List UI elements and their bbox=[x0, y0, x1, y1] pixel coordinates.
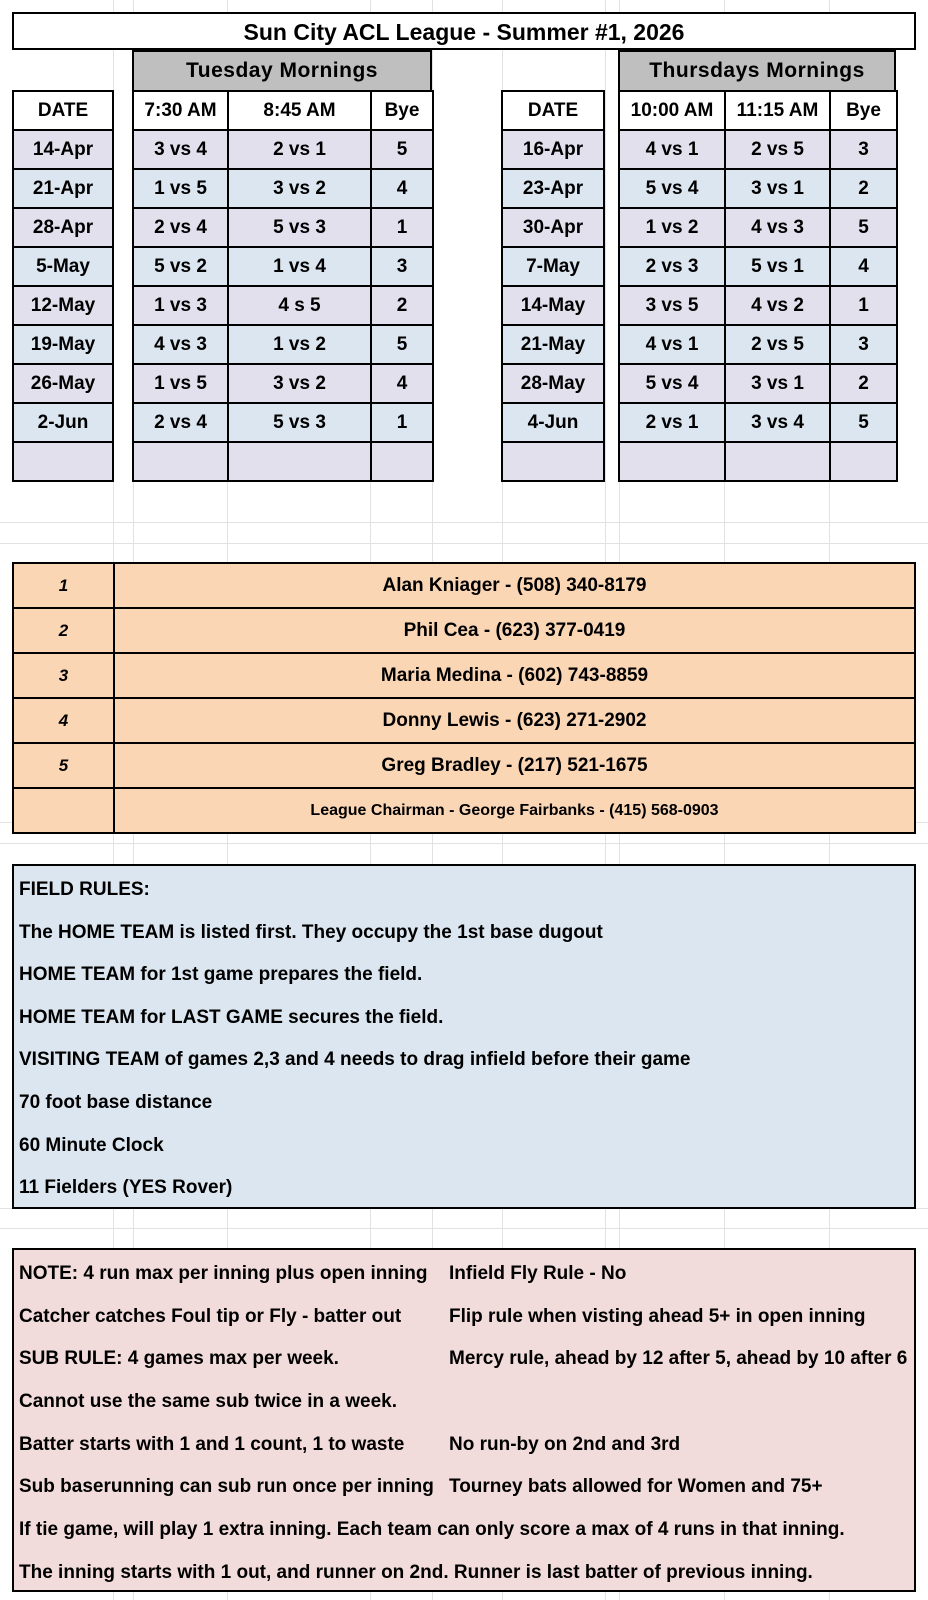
date-header: DATE bbox=[13, 91, 113, 130]
field-rule: VISITING TEAM of games 2,3 and 4 needs to drag infield before their game bbox=[19, 1049, 691, 1071]
team-number: 1 bbox=[13, 563, 114, 608]
game-cell: 3 vs 5 bbox=[619, 286, 725, 325]
contact-text: Donny Lewis - (623) 271-2902 bbox=[114, 698, 915, 743]
game-cell: 2 vs 1 bbox=[619, 403, 725, 442]
field-rule: HOME TEAM for LAST GAME secures the field. bbox=[19, 1006, 444, 1028]
team-number: 4 bbox=[13, 698, 114, 743]
date-cell: 2-Jun bbox=[13, 403, 113, 442]
bye-header: Bye bbox=[830, 91, 897, 130]
game-cell: 2 vs 4 bbox=[133, 403, 228, 442]
chairman-text: League Chairman - George Fairbanks - (415) 568-0903 bbox=[114, 788, 915, 833]
game-cell: 4 vs 3 bbox=[133, 325, 228, 364]
note-line bbox=[19, 1425, 914, 1468]
team-number bbox=[13, 788, 114, 833]
bye-cell: 2 bbox=[830, 169, 897, 208]
bye-cell: 4 bbox=[830, 247, 897, 286]
field-rule: The HOME TEAM is listed first. They occupy the 1st base dugout bbox=[19, 921, 603, 943]
note-right: Infield Fly Rule - No bbox=[449, 1263, 627, 1284]
game-cell: 4 vs 1 bbox=[619, 130, 725, 169]
note-left: SUB RULE: 4 games max per week. bbox=[19, 1348, 339, 1370]
contact-row bbox=[13, 698, 915, 743]
date-cell: 16-Apr bbox=[502, 130, 604, 169]
game-cell bbox=[133, 442, 228, 481]
game-cell bbox=[725, 442, 830, 481]
contact-row bbox=[13, 788, 915, 833]
contact-text: Alan Kniager - (508) 340-8179 bbox=[114, 563, 915, 608]
date-cell bbox=[13, 442, 113, 481]
game-cell: 1 vs 5 bbox=[133, 364, 228, 403]
field-rules-heading: FIELD RULES: bbox=[19, 879, 150, 900]
field-rule: 11 Fielders (YES Rover) bbox=[19, 1177, 233, 1199]
contact-text: Maria Medina - (602) 743-8859 bbox=[114, 653, 915, 698]
game-cell: 5 vs 3 bbox=[228, 208, 371, 247]
game-cell: 3 vs 2 bbox=[228, 364, 371, 403]
date-cell: 14-Apr bbox=[13, 130, 113, 169]
note-right: Mercy rule, ahead by 12 after 5, ahead by 10 after 6 bbox=[449, 1348, 908, 1370]
bye-cell: 2 bbox=[830, 364, 897, 403]
thursday-games-table bbox=[618, 90, 898, 482]
slot-header: 7:30 AM bbox=[133, 91, 228, 130]
slot-header: 11:15 AM bbox=[725, 91, 830, 130]
contact-row bbox=[13, 608, 915, 653]
bye-cell: 5 bbox=[371, 130, 433, 169]
note-right: Flip rule when visting ahead 5+ in open inning bbox=[449, 1305, 866, 1327]
date-cell: 7-May bbox=[502, 247, 604, 286]
note-line bbox=[19, 1339, 914, 1382]
thursday-heading: Thursdays Mornings bbox=[618, 50, 896, 90]
game-cell: 2 vs 4 bbox=[133, 208, 228, 247]
game-cell: 1 vs 3 bbox=[133, 286, 228, 325]
game-cell: 2 vs 3 bbox=[619, 247, 725, 286]
game-cell: 4 vs 2 bbox=[725, 286, 830, 325]
field-rule: 70 foot base distance bbox=[19, 1091, 213, 1113]
note-line bbox=[19, 1297, 914, 1340]
team-contacts-table bbox=[12, 562, 916, 834]
contact-row bbox=[13, 653, 915, 698]
game-cell: 3 vs 2 bbox=[228, 169, 371, 208]
bye-cell: 5 bbox=[830, 208, 897, 247]
game-cell: 3 vs 4 bbox=[133, 130, 228, 169]
tuesday-date-table bbox=[12, 90, 114, 482]
date-cell: 4-Jun bbox=[502, 403, 604, 442]
game-cell: 2 vs 5 bbox=[725, 325, 830, 364]
note-line bbox=[19, 1510, 914, 1553]
date-cell: 5-May bbox=[13, 247, 113, 286]
field-rules-panel bbox=[12, 864, 916, 1209]
date-cell: 21-Apr bbox=[13, 169, 113, 208]
note-line bbox=[19, 1467, 914, 1510]
date-cell: 28-Apr bbox=[13, 208, 113, 247]
field-rule: 60 Minute Clock bbox=[19, 1134, 164, 1156]
bye-cell bbox=[830, 442, 897, 481]
note-left: The inning starts with 1 out, and runner on 2nd. Runner is last batter of previous inning. bbox=[19, 1561, 813, 1583]
game-cell: 3 vs 1 bbox=[725, 364, 830, 403]
game-cell: 5 vs 3 bbox=[228, 403, 371, 442]
game-cell: 1 vs 4 bbox=[228, 247, 371, 286]
date-cell: 26-May bbox=[13, 364, 113, 403]
page-title: Sun City ACL League - Summer #1, 2026 bbox=[12, 12, 916, 50]
tuesday-heading: Tuesday Mornings bbox=[132, 50, 432, 90]
game-cell: 4 s 5 bbox=[228, 286, 371, 325]
bye-header: Bye bbox=[371, 91, 433, 130]
game-cell: 2 vs 1 bbox=[228, 130, 371, 169]
note-right: Tourney bats allowed for Women and 75+ bbox=[449, 1476, 823, 1498]
bye-cell: 5 bbox=[371, 325, 433, 364]
tuesday-games-table bbox=[132, 90, 434, 482]
team-number: 2 bbox=[13, 608, 114, 653]
date-cell bbox=[502, 442, 604, 481]
note-left: Sub baserunning can sub run once per inning bbox=[19, 1476, 434, 1498]
game-cell: 5 vs 4 bbox=[619, 169, 725, 208]
bye-cell: 2 bbox=[371, 286, 433, 325]
contact-row bbox=[13, 743, 915, 788]
game-cell: 4 vs 1 bbox=[619, 325, 725, 364]
date-cell: 23-Apr bbox=[502, 169, 604, 208]
contact-row bbox=[13, 563, 915, 608]
bye-cell: 4 bbox=[371, 364, 433, 403]
bye-cell: 3 bbox=[371, 247, 433, 286]
game-cell: 1 vs 2 bbox=[228, 325, 371, 364]
bye-cell: 1 bbox=[830, 286, 897, 325]
game-cell: 1 vs 2 bbox=[619, 208, 725, 247]
game-cell: 5 vs 1 bbox=[725, 247, 830, 286]
game-cell: 5 vs 4 bbox=[619, 364, 725, 403]
bye-cell: 1 bbox=[371, 403, 433, 442]
slot-header: 8:45 AM bbox=[228, 91, 371, 130]
date-cell: 19-May bbox=[13, 325, 113, 364]
note-line bbox=[19, 1553, 914, 1596]
bye-cell: 4 bbox=[371, 169, 433, 208]
date-cell: 30-Apr bbox=[502, 208, 604, 247]
date-cell: 21-May bbox=[502, 325, 604, 364]
team-number: 5 bbox=[13, 743, 114, 788]
contact-text: Phil Cea - (623) 377-0419 bbox=[114, 608, 915, 653]
game-cell: 3 vs 4 bbox=[725, 403, 830, 442]
game-cell: 4 vs 3 bbox=[725, 208, 830, 247]
game-cell: 1 vs 5 bbox=[133, 169, 228, 208]
date-cell: 12-May bbox=[13, 286, 113, 325]
bye-cell: 1 bbox=[371, 208, 433, 247]
note-left: If tie game, will play 1 extra inning. Each team can only score a max of 4 runs in that inning. bbox=[19, 1519, 845, 1541]
note-line bbox=[19, 1254, 914, 1297]
date-header: DATE bbox=[502, 91, 604, 130]
field-rule: HOME TEAM for 1st game prepares the field. bbox=[19, 964, 423, 986]
team-number: 3 bbox=[13, 653, 114, 698]
game-cell: 5 vs 2 bbox=[133, 247, 228, 286]
contact-text: Greg Bradley - (217) 521-1675 bbox=[114, 743, 915, 788]
game-cell: 2 vs 5 bbox=[725, 130, 830, 169]
note-line bbox=[19, 1382, 914, 1425]
game-cell bbox=[228, 442, 371, 481]
slot-header: 10:00 AM bbox=[619, 91, 725, 130]
note-left: NOTE: 4 run max per inning plus open inning bbox=[19, 1263, 428, 1284]
date-cell: 14-May bbox=[502, 286, 604, 325]
game-cell: 3 vs 1 bbox=[725, 169, 830, 208]
bye-cell: 5 bbox=[830, 403, 897, 442]
note-left: Catcher catches Foul tip or Fly - batter out bbox=[19, 1305, 402, 1327]
date-cell: 28-May bbox=[502, 364, 604, 403]
note-left: Batter starts with 1 and 1 count, 1 to waste bbox=[19, 1433, 405, 1455]
note-right: No run-by on 2nd and 3rd bbox=[449, 1433, 681, 1455]
bye-cell: 3 bbox=[830, 130, 897, 169]
game-cell bbox=[619, 442, 725, 481]
bye-cell bbox=[371, 442, 433, 481]
note-left: Cannot use the same sub twice in a week. bbox=[19, 1391, 398, 1413]
notes-panel bbox=[12, 1248, 916, 1592]
bye-cell: 3 bbox=[830, 325, 897, 364]
thursday-date-table bbox=[501, 90, 605, 482]
